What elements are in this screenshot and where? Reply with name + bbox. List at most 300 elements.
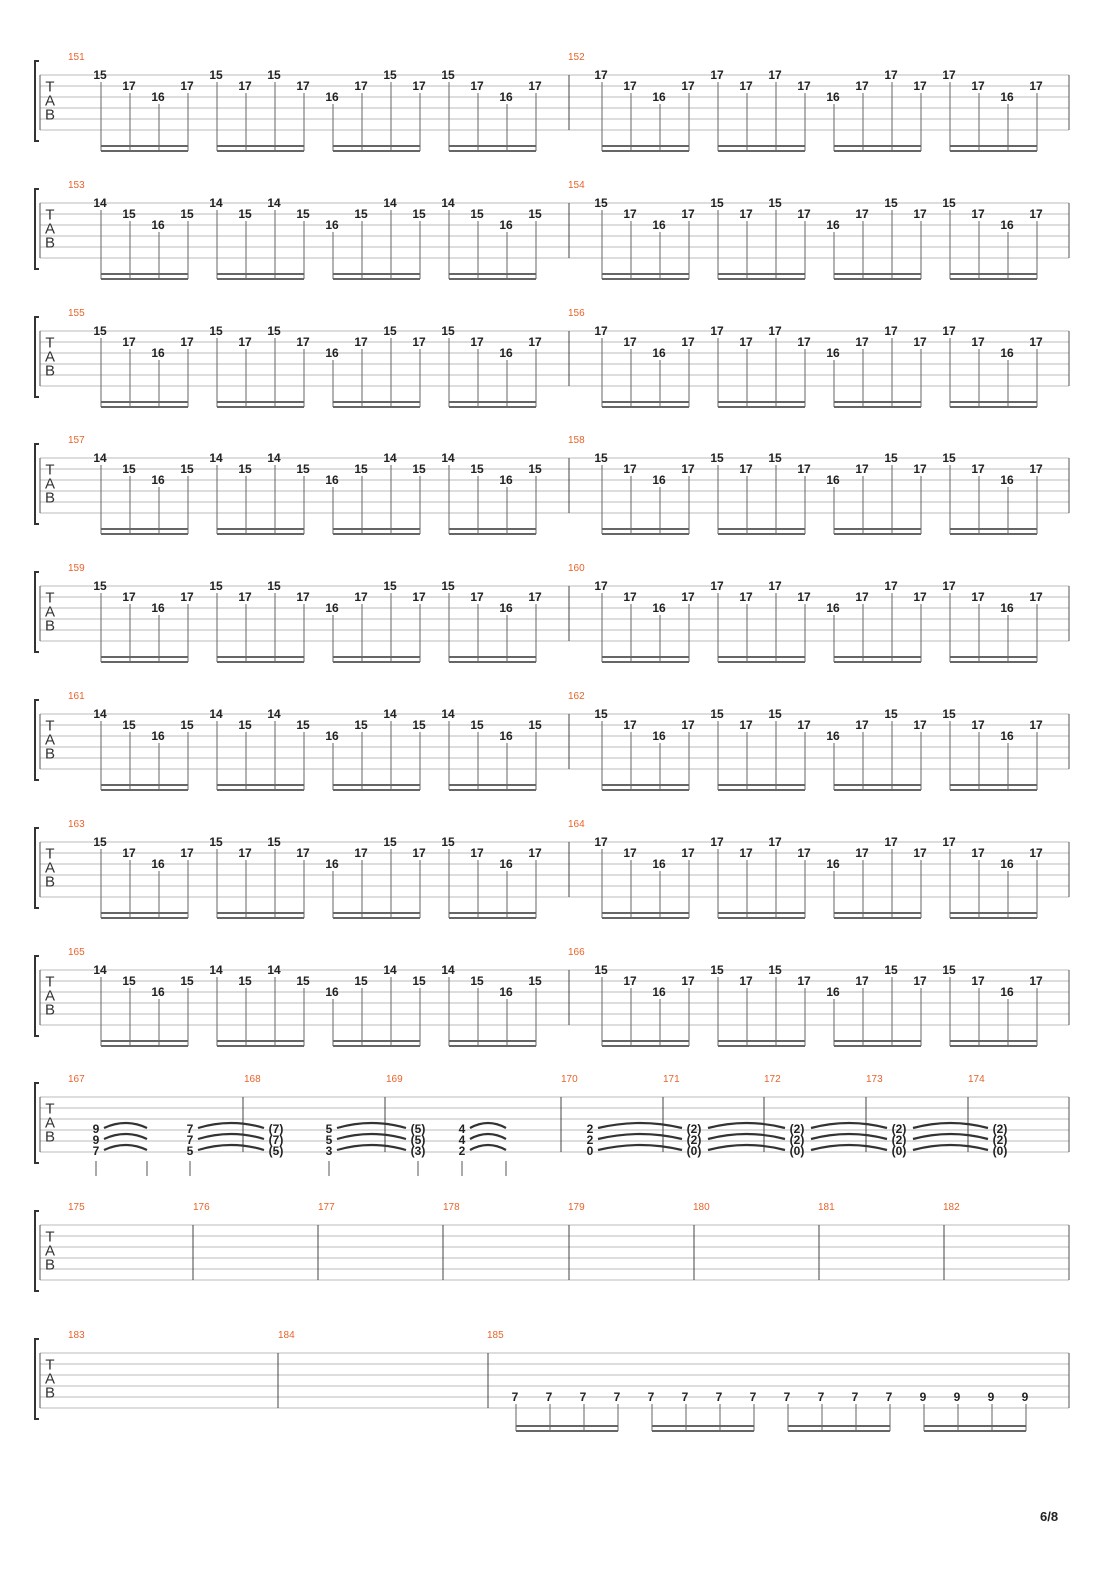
beam	[101, 789, 188, 791]
fret-number: 17	[528, 335, 542, 349]
fret-number: 15	[267, 324, 281, 338]
fret-number: 17	[238, 846, 252, 860]
tie-arc	[337, 1134, 406, 1139]
fret-number: (2)	[891, 1122, 907, 1136]
fret-number: 16	[325, 473, 339, 487]
beam	[834, 273, 921, 275]
fret-number: 9	[92, 1133, 100, 1147]
beam	[602, 145, 689, 147]
tab-staff	[35, 819, 1069, 919]
fret-number: (2)	[686, 1122, 702, 1136]
fret-number: 15	[594, 963, 608, 977]
measure-number: 171	[663, 1074, 680, 1085]
system-bracket	[35, 700, 39, 780]
beam	[834, 656, 921, 658]
beam	[449, 278, 536, 280]
tab-staff	[35, 435, 1069, 535]
tie-arc	[337, 1145, 406, 1150]
fret-number: 15	[594, 196, 608, 210]
fret-number: 16	[151, 218, 165, 232]
system-bracket	[35, 1211, 39, 1291]
fret-number: 15	[180, 974, 194, 988]
fret-number: 15	[180, 462, 194, 476]
fret-number: 17	[412, 590, 426, 604]
tie-arc	[811, 1134, 887, 1139]
fret-number: (2)	[789, 1133, 805, 1147]
beam	[834, 1040, 921, 1042]
tie-arc	[811, 1145, 887, 1150]
tab-staff	[35, 1202, 1069, 1291]
fret-number: 17	[739, 462, 753, 476]
tab-staff	[35, 180, 1069, 280]
fret-number: 17	[768, 324, 782, 338]
fret-number: (5)	[410, 1122, 426, 1136]
fret-number: 16	[325, 729, 339, 743]
fret-number: 16	[151, 346, 165, 360]
fret-number: 17	[470, 846, 484, 860]
fret-number: 16	[826, 473, 840, 487]
fret-number: 16	[499, 346, 513, 360]
fret-number: 5	[325, 1133, 333, 1147]
tie-arc	[708, 1145, 785, 1150]
beam	[449, 406, 536, 408]
beam	[516, 1425, 618, 1427]
fret-number: (7)	[268, 1122, 284, 1136]
beam	[449, 656, 536, 658]
measure-number: 176	[193, 1202, 210, 1213]
fret-number: 16	[499, 218, 513, 232]
beam	[333, 912, 420, 914]
measure-number: 182	[943, 1202, 960, 1213]
tie-arc	[811, 1123, 887, 1128]
fret-number: 17	[122, 79, 136, 93]
fret-number: 16	[1000, 346, 1014, 360]
fret-number: 15	[383, 835, 397, 849]
fret-number: 15	[354, 207, 368, 221]
fret-number: (2)	[992, 1122, 1008, 1136]
fret-number: 17	[913, 718, 927, 732]
measure-number: 154	[568, 180, 585, 191]
fret-number: 17	[971, 462, 985, 476]
fret-number: 17	[884, 324, 898, 338]
beam	[718, 789, 805, 791]
fret-number: 17	[797, 718, 811, 732]
tie-arc	[913, 1123, 988, 1128]
fret-number: 17	[739, 846, 753, 860]
beam	[950, 912, 1037, 914]
beam	[950, 533, 1037, 535]
tab-clef-letter: B	[44, 489, 56, 507]
fret-number: 15	[412, 974, 426, 988]
fret-number: 15	[768, 963, 782, 977]
fret-number: 16	[826, 346, 840, 360]
tab-clef-letter: A	[44, 475, 56, 493]
measure-number: 174	[968, 1074, 985, 1085]
fret-number: 16	[499, 473, 513, 487]
fret-number: 17	[913, 846, 927, 860]
fret-number: 15	[710, 196, 724, 210]
beam	[333, 789, 420, 791]
beam	[449, 1040, 536, 1042]
tie-arc	[470, 1134, 506, 1139]
fret-number: 16	[151, 473, 165, 487]
tab-clef-letter: A	[44, 731, 56, 749]
fret-number: 15	[383, 68, 397, 82]
fret-number: 17	[884, 579, 898, 593]
fret-number: 16	[151, 601, 165, 615]
fret-number: 15	[710, 963, 724, 977]
beam	[718, 661, 805, 663]
fret-number: (0)	[789, 1144, 805, 1158]
fret-number: 17	[681, 718, 695, 732]
tab-clef-letter: B	[44, 617, 56, 635]
fret-number: 17	[913, 462, 927, 476]
fret-number: 17	[180, 846, 194, 860]
fret-number: 17	[354, 846, 368, 860]
fret-number: 16	[826, 90, 840, 104]
beam	[217, 1045, 304, 1047]
beam	[217, 278, 304, 280]
fret-number: 17	[594, 835, 608, 849]
beam	[602, 406, 689, 408]
fret-number: 15	[122, 207, 136, 221]
fret-number: 15	[383, 579, 397, 593]
fret-number: 17	[739, 974, 753, 988]
beam	[101, 528, 188, 530]
fret-number: 15	[470, 462, 484, 476]
tab-staff	[35, 308, 1069, 408]
beam	[217, 656, 304, 658]
fret-number: 17	[710, 835, 724, 849]
system-bracket	[35, 828, 39, 908]
fret-number: 17	[971, 718, 985, 732]
fret-number: 15	[884, 196, 898, 210]
fret-number: 9	[919, 1390, 927, 1404]
fret-number: 15	[122, 718, 136, 732]
beam	[602, 661, 689, 663]
fret-number: 17	[180, 79, 194, 93]
fret-number: 15	[267, 68, 281, 82]
fret-number: 16	[652, 218, 666, 232]
beam	[101, 278, 188, 280]
fret-number: 17	[855, 462, 869, 476]
beam	[516, 1430, 618, 1432]
fret-number: 15	[122, 462, 136, 476]
beam	[950, 145, 1037, 147]
measure-number: 158	[568, 435, 585, 446]
system-bracket	[35, 956, 39, 1036]
beam	[834, 784, 921, 786]
tab-staff	[35, 691, 1069, 791]
tab-clef-letter: A	[44, 987, 56, 1005]
fret-number: 15	[122, 974, 136, 988]
beam	[602, 150, 689, 152]
fret-number: 7	[647, 1390, 655, 1404]
tie-arc	[598, 1145, 682, 1150]
tab-staff	[35, 563, 1069, 663]
beam	[333, 273, 420, 275]
measure-number: 184	[278, 1330, 295, 1341]
fret-number: 17	[681, 974, 695, 988]
beam	[333, 145, 420, 147]
beam	[834, 528, 921, 530]
measure-number: 161	[68, 691, 85, 702]
fret-number: (2)	[789, 1122, 805, 1136]
fret-number: 16	[652, 857, 666, 871]
fret-number: 15	[412, 462, 426, 476]
fret-number: 17	[797, 335, 811, 349]
beam	[602, 784, 689, 786]
beam	[333, 1040, 420, 1042]
fret-number: 17	[710, 68, 724, 82]
beam	[101, 1040, 188, 1042]
beam	[333, 784, 420, 786]
fret-number: 17	[855, 718, 869, 732]
beam	[333, 528, 420, 530]
measure-number: 166	[568, 947, 585, 958]
beam	[788, 1425, 890, 1427]
fret-number: 17	[913, 79, 927, 93]
beam	[950, 406, 1037, 408]
fret-number: 17	[528, 846, 542, 860]
fret-number: 17	[942, 579, 956, 593]
beam	[101, 406, 188, 408]
fret-number: 16	[151, 857, 165, 871]
fret-number: 16	[499, 985, 513, 999]
beam	[950, 784, 1037, 786]
beam	[333, 406, 420, 408]
fret-number: 16	[499, 601, 513, 615]
tab-clef-letter: A	[44, 859, 56, 877]
fret-number: 15	[238, 974, 252, 988]
fret-number: 17	[470, 590, 484, 604]
fret-number: 17	[681, 462, 695, 476]
fret-number: 15	[441, 324, 455, 338]
measure-number: 152	[568, 52, 585, 63]
system-bracket	[35, 189, 39, 269]
fret-number: 7	[613, 1390, 621, 1404]
fret-number: 17	[913, 207, 927, 221]
fret-number: 14	[441, 707, 455, 721]
fret-number: 17	[1029, 846, 1043, 860]
beam	[333, 150, 420, 152]
beam	[101, 1045, 188, 1047]
fret-number: 15	[528, 462, 542, 476]
fret-number: 17	[971, 335, 985, 349]
beam	[718, 406, 805, 408]
measure-number: 165	[68, 947, 85, 958]
beam	[602, 1040, 689, 1042]
fret-number: 17	[855, 207, 869, 221]
fret-number: 17	[971, 207, 985, 221]
tie-arc	[198, 1123, 264, 1128]
beam	[602, 912, 689, 914]
tab-clef-letter: T	[45, 206, 55, 224]
fret-number: 15	[942, 707, 956, 721]
beam	[217, 784, 304, 786]
fret-number: 17	[797, 207, 811, 221]
fret-number: 14	[441, 963, 455, 977]
fret-number: 16	[325, 985, 339, 999]
fret-number: 17	[855, 846, 869, 860]
tab-clef-letter: T	[45, 717, 55, 735]
fret-number: 15	[528, 718, 542, 732]
fret-number: 7	[186, 1133, 194, 1147]
tab-clef-letter: T	[45, 1356, 55, 1374]
beam	[834, 912, 921, 914]
fret-number: (2)	[686, 1133, 702, 1147]
fret-number: 15	[238, 207, 252, 221]
beam	[449, 273, 536, 275]
fret-number: 15	[209, 835, 223, 849]
fret-number: 16	[1000, 729, 1014, 743]
tab-clef-letter: T	[45, 1228, 55, 1246]
beam	[924, 1430, 1026, 1432]
beam	[834, 661, 921, 663]
fret-number: 15	[354, 718, 368, 732]
fret-number: 15	[470, 974, 484, 988]
fret-number: 17	[710, 579, 724, 593]
fret-number: 15	[768, 707, 782, 721]
fret-number: 16	[499, 90, 513, 104]
fret-number: 16	[325, 218, 339, 232]
beam	[788, 1430, 890, 1432]
fret-number: 15	[710, 707, 724, 721]
tab-clef-letter: A	[44, 1242, 56, 1260]
fret-number: 17	[855, 335, 869, 349]
beam	[718, 912, 805, 914]
fret-number: 14	[93, 451, 107, 465]
fret-number: 14	[93, 963, 107, 977]
beam	[101, 912, 188, 914]
fret-number: 14	[209, 707, 223, 721]
beam	[602, 656, 689, 658]
fret-number: 17	[681, 846, 695, 860]
beam	[217, 145, 304, 147]
beam	[333, 917, 420, 919]
fret-number: 17	[942, 324, 956, 338]
fret-number: 4	[458, 1133, 466, 1147]
fret-number: 15	[710, 451, 724, 465]
fret-number: 15	[768, 451, 782, 465]
fret-number: 16	[1000, 601, 1014, 615]
fret-number: 16	[652, 601, 666, 615]
measure-number: 172	[764, 1074, 781, 1085]
fret-number: (7)	[268, 1133, 284, 1147]
fret-number: 17	[971, 590, 985, 604]
beam	[718, 273, 805, 275]
fret-number: 16	[151, 985, 165, 999]
fret-number: 17	[623, 718, 637, 732]
fret-number: 17	[768, 579, 782, 593]
tab-clef-letter: T	[45, 78, 55, 96]
fret-number: 17	[238, 590, 252, 604]
fret-number: 15	[383, 324, 397, 338]
beam	[834, 917, 921, 919]
fret-number: 14	[209, 451, 223, 465]
measure-number: 156	[568, 308, 585, 319]
fret-number: 7	[92, 1144, 100, 1158]
tie-arc	[913, 1145, 988, 1150]
fret-number: (3)	[410, 1144, 426, 1158]
beam	[718, 1040, 805, 1042]
fret-number: 17	[623, 846, 637, 860]
tab-clef-letter: B	[44, 745, 56, 763]
fret-number: (2)	[992, 1133, 1008, 1147]
beam	[217, 533, 304, 535]
fret-number: 16	[652, 473, 666, 487]
fret-number: 15	[470, 207, 484, 221]
fret-number: 15	[768, 196, 782, 210]
beam	[101, 784, 188, 786]
fret-number: 17	[681, 79, 695, 93]
beam	[449, 528, 536, 530]
system-bracket	[35, 1339, 39, 1419]
tie-arc	[598, 1123, 682, 1128]
fret-number: 15	[209, 579, 223, 593]
fret-number: 17	[768, 835, 782, 849]
measure-number: 163	[68, 819, 85, 830]
beam	[217, 789, 304, 791]
fret-number: 17	[797, 590, 811, 604]
fret-number: 17	[855, 590, 869, 604]
tab-clef-letter: B	[44, 106, 56, 124]
beam	[449, 1045, 536, 1047]
tab-clef-letter: B	[44, 873, 56, 891]
page-number: 6/8	[1040, 1509, 1059, 1524]
tab-clef-letter: T	[45, 589, 55, 607]
beam	[101, 273, 188, 275]
beam	[217, 401, 304, 403]
fret-number: 17	[623, 974, 637, 988]
fret-number: 17	[354, 335, 368, 349]
fret-number: 7	[715, 1390, 723, 1404]
fret-number: 17	[1029, 79, 1043, 93]
fret-number: 17	[971, 974, 985, 988]
fret-number: 9	[92, 1122, 100, 1136]
beam	[101, 145, 188, 147]
fret-number: 17	[971, 846, 985, 860]
tie-arc	[337, 1123, 406, 1128]
beam	[924, 1425, 1026, 1427]
beam	[950, 278, 1037, 280]
fret-number: 14	[441, 196, 455, 210]
fret-number: 15	[93, 324, 107, 338]
fret-number: 17	[122, 335, 136, 349]
beam	[217, 1040, 304, 1042]
fret-number: 17	[855, 974, 869, 988]
measure-number: 151	[68, 52, 85, 63]
fret-number: (0)	[891, 1144, 907, 1158]
fret-number: 3	[325, 1144, 333, 1158]
measure-number: 179	[568, 1202, 585, 1213]
fret-number: 17	[412, 846, 426, 860]
fret-number: 15	[296, 718, 310, 732]
tab-clef-letter: B	[44, 1384, 56, 1402]
fret-number: 14	[209, 196, 223, 210]
beam	[101, 150, 188, 152]
system-bracket	[35, 61, 39, 141]
fret-number: 14	[267, 707, 281, 721]
fret-number: 17	[594, 324, 608, 338]
beam	[718, 784, 805, 786]
fret-number: 15	[528, 207, 542, 221]
fret-number: 17	[180, 335, 194, 349]
fret-number: 17	[296, 79, 310, 93]
fret-number: 16	[325, 90, 339, 104]
beam	[718, 278, 805, 280]
tab-clef-letter: A	[44, 1370, 56, 1388]
